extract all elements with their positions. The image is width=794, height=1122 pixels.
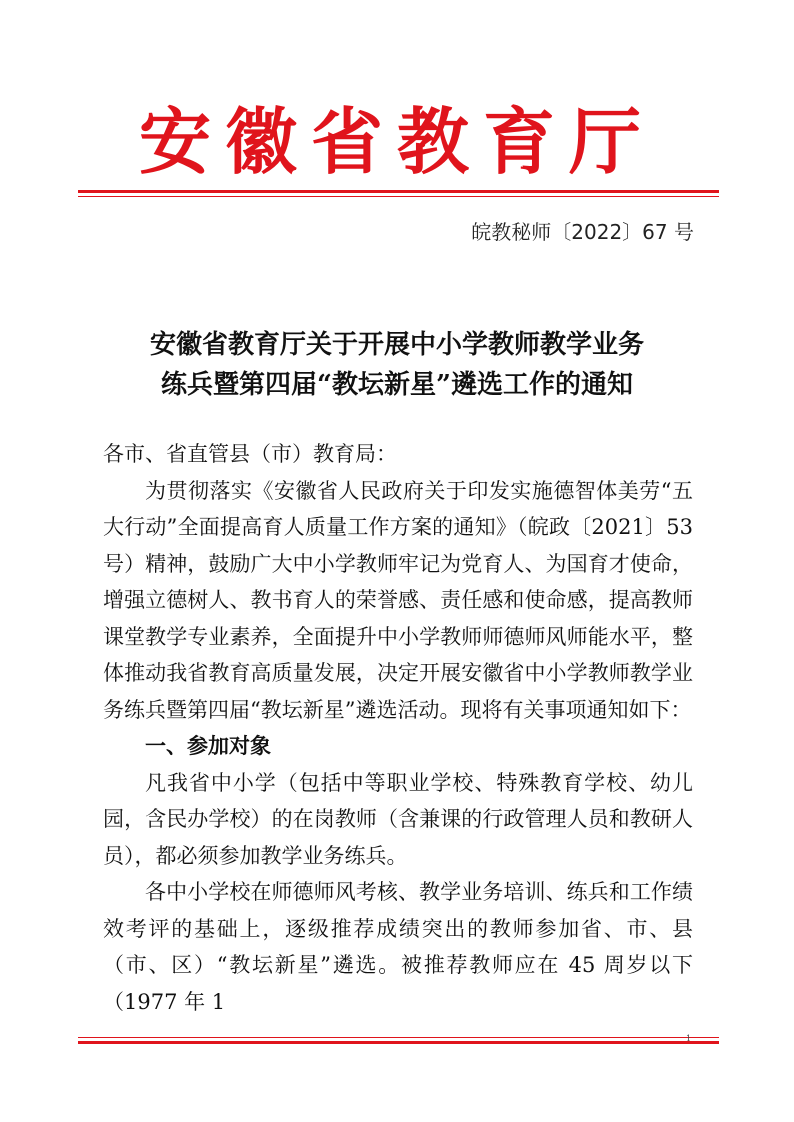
- notice-title-line-2: 练兵暨第四届“教坛新星”遴选工作的通知: [161, 370, 633, 400]
- salutation: 各市、省直管县（市）教育局：: [103, 442, 397, 466]
- intro-paragraph: 为贯彻落实《安徽省人民政府关于印发实施德智体美劳“五大行动”全面提高育人质量工作方案的通知》（皖政〔2021〕53 号）精神，鼓励广大中小学教师牢记为党育人、为国育才使命，增强立德树人、教书育人的荣誉感、责任感和使命感，提高教师课堂教学专业素养，全面提升中小学教师师德师风师能水平，整体推动我省教育高质量发展，决定开展安徽省中小学教师教学业务练兵暨第四届“教坛新星”遴选活动。现将有关事项通知如下：: [103, 478, 693, 722]
- footer-rule-thin: [78, 1037, 719, 1038]
- participants-paragraph-2: 各中小学校在师德师风考核、教学业务培训、练兵和工作绩效考评的基础上，逐级推荐成绩突出的教师参加省、市、县（市、区）“教坛新星”遴选。被推荐教师应在 45 周岁以下（1977 年 1: [103, 880, 693, 1014]
- page-number: 1: [686, 1034, 692, 1043]
- document-body: [103, 436, 693, 1020]
- masthead-title: 安徽省教育厅: [138, 99, 655, 184]
- notice-title-line-1: 安徽省教育厅关于开展中小学教师教学业务: [149, 330, 644, 360]
- participants-paragraph-1: 凡我省中小学（包括中等职业学校、特殊教育学校、幼儿园，含民办学校）的在岗教师（含兼课的行政管理人员和教研人员），都必须参加教学业务练兵。: [103, 770, 693, 868]
- footer-rule-thick: [78, 1041, 719, 1044]
- document-number: 皖教秘师〔2022〕67 号: [471, 220, 694, 244]
- masthead-rule-thin: [78, 196, 719, 197]
- section-heading-participants: 一、参加对象: [145, 734, 271, 758]
- notice-title: [60, 325, 734, 405]
- masthead-rule-thick: [78, 190, 719, 193]
